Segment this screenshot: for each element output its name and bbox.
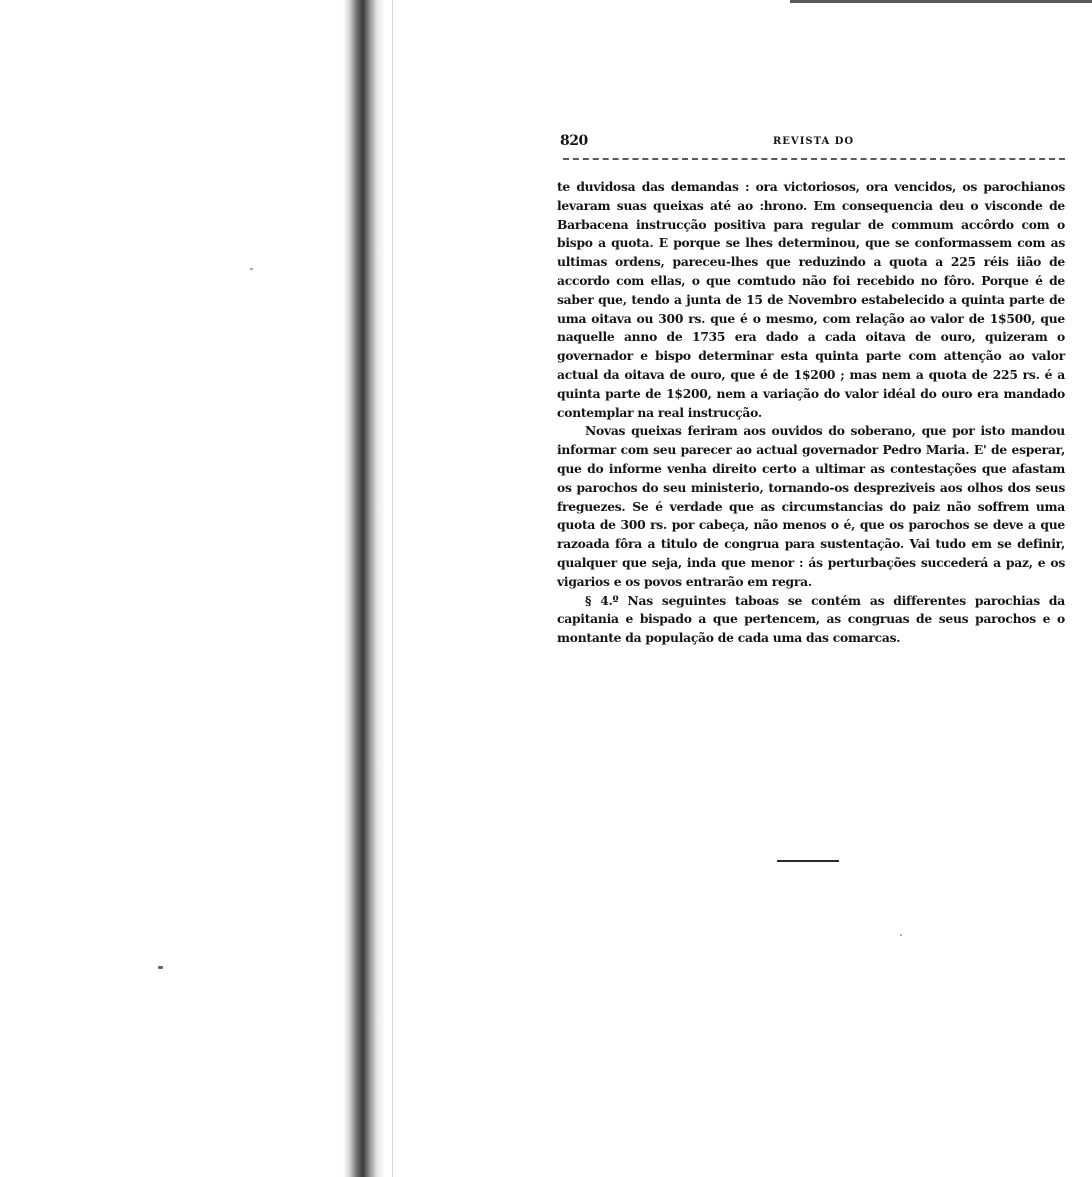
scan-speck [900, 934, 902, 936]
page-number: 820 [560, 133, 588, 149]
end-rule [777, 860, 839, 862]
scan-speck [250, 268, 253, 270]
binding-gutter-shadow [343, 0, 385, 1177]
paragraph-2: Novas queixas feriram aos ouvidos do soberano, que por isto mandou informar com seu parecer ao actual governador Pedro Maria. E' de esperar, que do informe venha direito certo a ultimar as contestações que afastam os parochos do seu ministerio, tornando-os despreziveis aos olhos dos seus freguezes. Se é verdade que as circumstancias do paiz não soffrem uma quota de 300 rs. por cabeça, não menos o é, que os parochos se deve a que razoada fôra a titulo de congrua para sustentação. Vai tudo em se definir, qualquer que seja, inda que menor : ás perturbações succederá a paz, e os vigarios e os povos entrarão em regra. [557, 423, 1065, 589]
scan-speck [158, 966, 163, 969]
body-text [557, 178, 1065, 648]
paragraph-1: te duvidosa das demandas : ora victoriosos, ora vencidos, os parochianos levaram suas queixas até ao :hrono. Em consequencia deu o visconde de Barbacena instrucção positiva para regular de commum accôrdo com o bispo a quota. E porque se lhes determinou, que se conformassem com as ultimas ordens, pareceu-lhes que reduzindo a quota a 225 réis iião de accordo com ellas, o que comtudo não foi recebido no fôro. Porque é de saber que, tendo a junta de 15 de Novembro estabelecido a quinta parte de uma oitava ou 300 rs. que é o mesmo, com relação ao valor de 1$500, que naquelle anno de 1735 era dado a cada oitava de ouro, quizeram o governador e bispo determinar esta quinta parte com attenção ao valor actual da oitava de ouro, que é de 1$200 ; mas nem a quota de 225 rs. é a quinta parte de 1$200, nem a variação do valor idéal do ouro era mandado contemplar na real instrucção. [557, 179, 1065, 420]
paragraph-3: § 4.º Nas seguintes taboas se contém as differentes parochias da capitania e bispado a que pertencem, as congruas de seus parochos e o montante da população de cada uma das comarcas. [557, 592, 1065, 646]
header-rule [563, 158, 1065, 160]
top-edge-rule [790, 0, 1092, 3]
running-title: REVISTA DO [773, 136, 855, 147]
page-header [560, 133, 1065, 153]
gutter-edge-line [392, 0, 393, 1177]
